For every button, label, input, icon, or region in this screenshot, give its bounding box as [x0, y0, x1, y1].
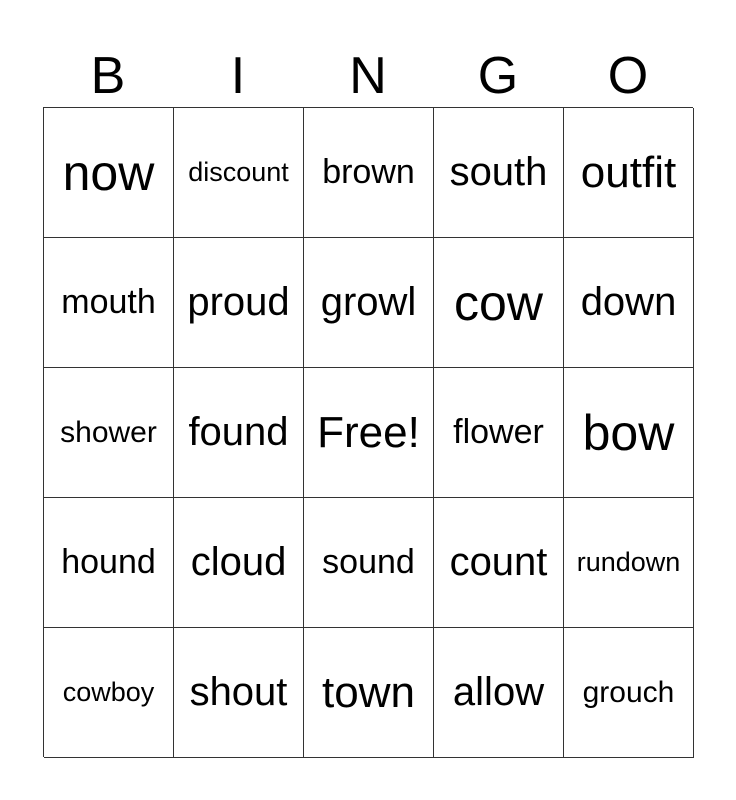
bingo-cell[interactable]: south — [434, 108, 564, 238]
bingo-cell[interactable]: discount — [174, 108, 304, 238]
bingo-cell[interactable]: down — [564, 238, 694, 368]
bingo-cell[interactable]: shout — [174, 628, 304, 758]
bingo-cell[interactable]: shower — [44, 368, 174, 498]
bingo-cell[interactable]: cowboy — [44, 628, 174, 758]
bingo-cell[interactable]: bow — [564, 368, 694, 498]
header-letter-b: B — [90, 47, 126, 105]
header-letter-o: O — [607, 47, 649, 105]
bingo-header — [43, 44, 693, 108]
header-letter-g: G — [477, 47, 519, 105]
free-space[interactable]: Free! — [304, 368, 434, 498]
bingo-cell[interactable]: sound — [304, 498, 434, 628]
header-letter-i: I — [230, 47, 246, 105]
bingo-cell[interactable]: town — [304, 628, 434, 758]
bingo-board — [43, 107, 693, 757]
bingo-cell[interactable]: brown — [304, 108, 434, 238]
bingo-cell[interactable]: outfit — [564, 108, 694, 238]
bingo-cell[interactable]: cow — [434, 238, 564, 368]
bingo-cell[interactable]: flower — [434, 368, 564, 498]
bingo-cell[interactable]: allow — [434, 628, 564, 758]
bingo-cell[interactable]: mouth — [44, 238, 174, 368]
bingo-cell[interactable]: now — [44, 108, 174, 238]
bingo-cell[interactable]: hound — [44, 498, 174, 628]
bingo-cell[interactable]: rundown — [564, 498, 694, 628]
header-letter-n: N — [349, 47, 387, 105]
bingo-cell[interactable]: growl — [304, 238, 434, 368]
bingo-cell[interactable]: cloud — [174, 498, 304, 628]
bingo-cell[interactable]: grouch — [564, 628, 694, 758]
bingo-cell[interactable]: found — [174, 368, 304, 498]
bingo-cell[interactable]: proud — [174, 238, 304, 368]
bingo-cell[interactable]: count — [434, 498, 564, 628]
